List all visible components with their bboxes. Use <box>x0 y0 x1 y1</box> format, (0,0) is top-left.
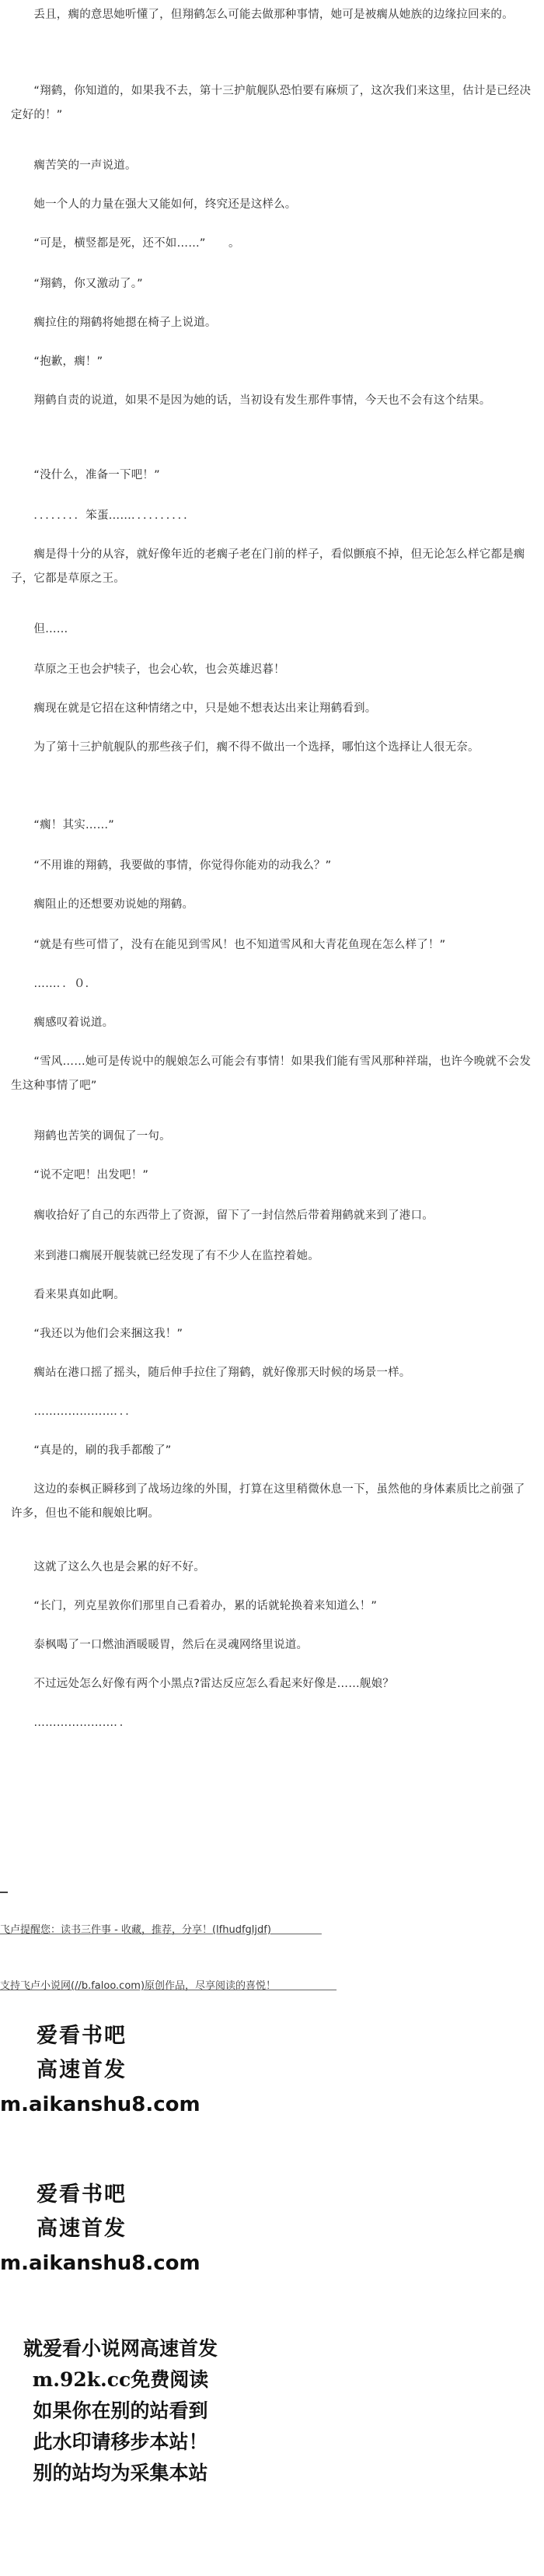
watermark-site-name: 爱看书吧 <box>37 2182 127 2207</box>
paragraph: 泰枫喝了一口燃油酒暖暖胃，然后在灵魂网络里说道。 <box>11 1639 309 1651</box>
paragraph: “瘸！其实……” <box>11 819 138 831</box>
footer-support-link[interactable]: 支持飞卢小说网(//b.faloo.com)原创作品，尽享阅读的喜悦！ <box>0 1980 337 1992</box>
paragraph: 瘸站在港口摇了摇头，随后伸手拉住了翔鹤，就好像那天时候的场景一样。 <box>11 1367 411 1379</box>
notice-line-1: 就爱看小说网高速首发 <box>23 2337 218 2360</box>
watermark-aikanshu-2 <box>0 2178 201 2280</box>
paragraph: …………………．．． <box>11 1405 189 1418</box>
notice-line-2: m.92k.cc免费阅读 <box>32 2368 209 2391</box>
paragraph: 翔鹤自责的说道，如果不是因为她的话，当初设有发生那件事情，今天也不会有这个结果。 <box>11 394 491 407</box>
paragraph: 瘸拉住的翔鹤将她摁在椅子上说道。 <box>11 317 217 329</box>
paragraph: 瘸感叹着说道。 <box>11 1017 114 1029</box>
paragraph: 瘸现在就是它招在这种情绪之中，只是她不想表达出来让翔鹤看到。 <box>11 702 377 715</box>
paragraph: 瘸苦笑的一声说道。 <box>11 159 137 172</box>
paragraph: 看来果真如此啊。 <box>11 1289 125 1301</box>
paragraph: ．．．．．．．．笨蛋……．．．．．．．．．． <box>11 509 195 522</box>
watermark-aikanshu-1 <box>0 2019 201 2122</box>
paragraph: 草原之王也会护犊子，也会心软，也会英雄迟暮！ <box>11 663 285 676</box>
paragraph: “不用谁的翔鹤，我要做的事情，你觉得你能劝的动我么？” <box>11 859 332 872</box>
paragraph: “就是有些可惜了，没有在能见到雪风！也不知道雪风和大青花鱼现在怎么样了！” <box>11 939 446 951</box>
paragraph: “我还以为他们会来捆这我！” <box>11 1328 183 1340</box>
paragraph: “没什么，准备一下吧！” <box>11 469 160 481</box>
watermark-slogan: 高速首发 <box>37 2058 127 2082</box>
paragraph: “可是，横竖都是死，还不如……” 。 <box>11 237 240 250</box>
paragraph: 瘸收拾好了自己的东西带上了资源，留下了一封信然后带着翔鹤就来到了港口。 <box>11 1209 434 1222</box>
watermark-url: m.aikanshu8.com <box>0 2093 201 2116</box>
paragraph: “抱歉，瘸！” <box>11 355 103 368</box>
paragraph: 不过远处怎么好像有两个小黑点?雷达反应怎么看起来好像是……舰娘？ <box>11 1678 440 1690</box>
paragraph: “真是的，刷的我手都酸了” <box>11 1444 172 1457</box>
watermark-notice <box>0 2333 241 2489</box>
paragraph: 这边的泰枫正瞬移到了战场边缘的外围，打算在这里稍微休息一下，虽然他的身体素质比之前强了许多，但也不能和舰娘比啊。 <box>11 1483 525 1520</box>
footer-reminder: 飞卢提醒您：读书三件事 - 收藏，推荐，分享！(lfhudfgljdf) <box>0 1924 322 1936</box>
paragraph: …………………．． <box>11 1717 217 1729</box>
paragraph: 她一个人的力量在强大又能如何，终究还是这样么。 <box>11 198 297 211</box>
watermark-slogan: 高速首发 <box>37 2217 127 2241</box>
paragraph: 瘸阻止的还想要劝说她的翔鹤。 <box>11 898 194 911</box>
separator-dash <box>0 1892 8 1893</box>
paragraph: 这就了这么久也是会累的好不好。 <box>11 1561 205 1573</box>
paragraph: 但…… <box>11 623 68 635</box>
paragraph: “长门，列克星敦你们那里自己看着办，累的话就轮换着来知道么！” <box>11 1600 378 1612</box>
paragraph: “说不定吧！出发吧！” <box>11 1169 149 1181</box>
paragraph: 翔鹤也苦笑的调侃了一句。 <box>11 1130 171 1143</box>
paragraph: ……．．０． <box>11 978 137 990</box>
paragraph: 瘸是得十分的从容，就好像年近的老瘸子老在门前的样子，看似颤痕不掉，但无论怎么样它都是瘸子，它都是草原之王。 <box>11 548 525 585</box>
paragraph: “翔鹤，你知道的，如果我不去，第十三护航舰队恐怕要有麻烦了，这次我们来这里，估计是已经决定好的！” <box>11 85 532 121</box>
paragraph: 来到港口瘸展开舰装就已经发现了有不少人在监控着她。 <box>11 1250 319 1262</box>
watermark-url: m.aikanshu8.com <box>0 2252 201 2275</box>
watermark-site-name: 爱看书吧 <box>37 2024 127 2048</box>
paragraph: “翔鹤，你又激动了。” <box>11 278 143 290</box>
notice-line-4: 此水印请移步本站！ <box>33 2431 208 2453</box>
paragraph: 为了第十三护航舰队的那些孩子们，瘸不得不做出一个选择，哪怕这个选择让人很无奈。 <box>11 741 479 754</box>
paragraph: 丢且，瘸的意思她听懂了，但翔鹤怎么可能去做那种事情，她可是被瘸从她族的边缘拉回来的。 <box>11 9 514 21</box>
notice-line-3: 如果你在别的站看到 <box>33 2399 208 2422</box>
paragraph: “雪风……她可是传说中的舰娘怎么可能会有事情！如果我们能有雪风那种祥瑞，也许今晚就不会发生这种事情了吧” <box>11 1055 532 1092</box>
notice-line-5: 别的站均为采集本站 <box>33 2462 208 2484</box>
